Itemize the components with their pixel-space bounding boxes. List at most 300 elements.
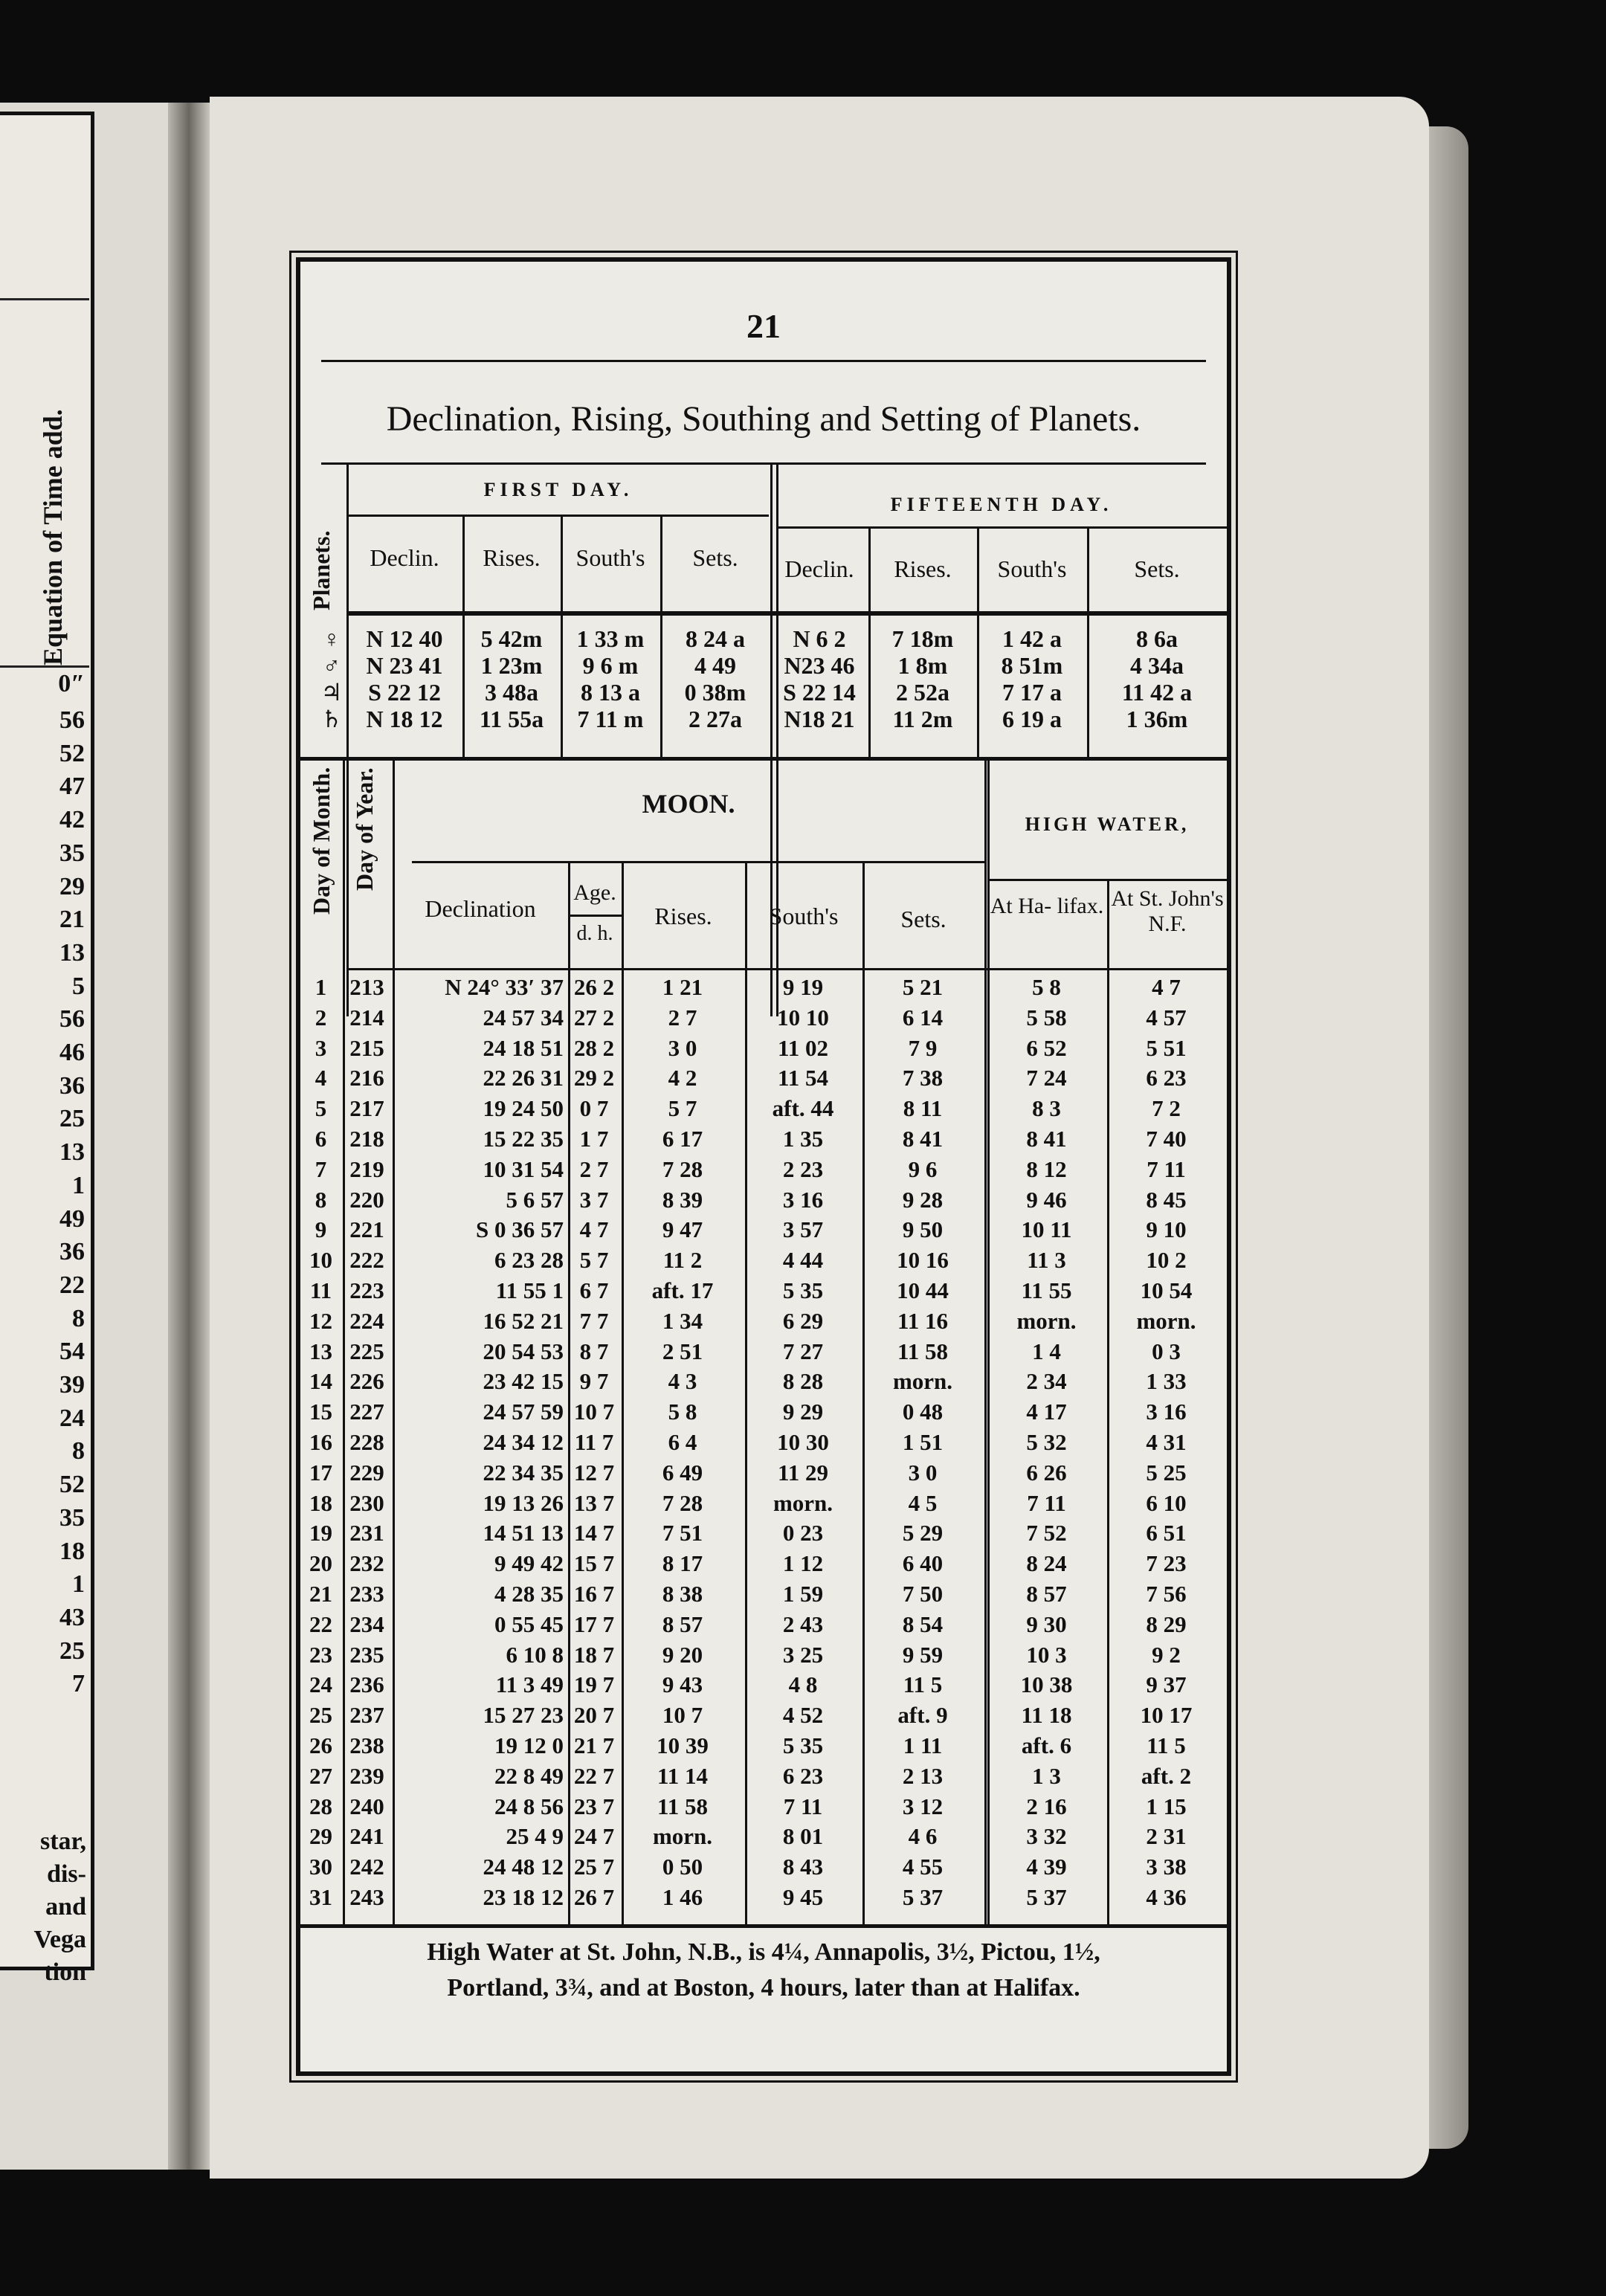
planet-cell: 7 18m: [891, 625, 954, 652]
moon-cell: aft. 9: [897, 1702, 948, 1729]
moon-cell: 216: [349, 1065, 384, 1091]
left-trailing-line: tion: [44, 1958, 86, 1986]
moon-cell: 1 12: [782, 1550, 824, 1577]
moon-cell: 15 7: [573, 1550, 615, 1577]
moon-cell: 5 37: [1026, 1884, 1067, 1910]
moon-cell: 5 37: [902, 1884, 944, 1910]
left-value: 8: [72, 1437, 85, 1465]
moon-row: [300, 1367, 1227, 1397]
moon-cell: 19 12 0: [494, 1732, 564, 1758]
moon-cell: 8 54: [902, 1610, 944, 1637]
moon-cell: 9 2: [1152, 1641, 1181, 1668]
halifax-header: At Ha- lifax.: [990, 894, 1104, 918]
moon-header-moon-rises-header: Rises.: [654, 903, 712, 929]
moon-cell: 2 23: [782, 1155, 824, 1182]
moon-row: [300, 1094, 1227, 1124]
moon-cell: 6 7: [579, 1277, 609, 1303]
left-rule: [0, 298, 89, 300]
moon-row: [300, 1428, 1227, 1458]
moon-cell: 26 7: [573, 1884, 615, 1910]
planet-col-header: Rises.: [894, 555, 952, 582]
moon-cell: 8 41: [902, 1126, 944, 1152]
moon-cell: 3 25: [782, 1641, 824, 1668]
moon-cell: 1 51: [902, 1429, 944, 1455]
moon-cell: 19: [309, 1520, 332, 1547]
planet-cell: 5 42m: [480, 625, 543, 652]
moon-cell: 16 52 21: [483, 1307, 564, 1334]
moon-cell: S 0 36 57: [476, 1216, 564, 1243]
moon-cell: 5 8: [1032, 974, 1061, 1000]
rule: [776, 526, 1227, 529]
moon-cell: 22 34 35: [483, 1459, 564, 1486]
moon-cell: 15: [309, 1399, 332, 1425]
moon-cell: 6 23 28: [494, 1247, 564, 1274]
moon-cell: 23: [309, 1641, 332, 1668]
moon-cell: 7 23: [1146, 1550, 1187, 1577]
moon-cell: 7 2: [1152, 1095, 1181, 1122]
moon-cell: 27 2: [573, 1004, 615, 1031]
almanac-table-frame: [296, 257, 1231, 2076]
moon-cell: 3 0: [668, 1034, 697, 1061]
moon-cell: 9: [315, 1216, 327, 1243]
moon-row: [300, 1489, 1227, 1519]
moon-cell: 7 52: [1026, 1520, 1067, 1547]
moon-cell: 4 17: [1026, 1399, 1067, 1425]
moon-cell: 6: [315, 1126, 327, 1152]
moon-cell: 6 17: [662, 1126, 703, 1152]
moon-row: [300, 1458, 1227, 1489]
moon-cell: 11 55 1: [495, 1277, 564, 1303]
moon-cell: 6 10: [1146, 1489, 1187, 1516]
moon-cell: 2 7: [579, 1155, 609, 1182]
moon-cell: 2: [315, 1004, 327, 1031]
moon-cell: 11 55: [1021, 1277, 1072, 1303]
moon-row: [300, 1306, 1227, 1337]
moon-row: [300, 1155, 1227, 1185]
left-value: 25: [59, 1636, 85, 1665]
moon-cell: 12: [309, 1307, 332, 1334]
moon-cell: 3 0: [908, 1459, 938, 1486]
moon-cell: 10 44: [897, 1277, 949, 1303]
planet-row-venus: [300, 626, 1227, 652]
moon-cell: 11 3 49: [495, 1671, 564, 1698]
moon-cell: morn.: [1016, 1307, 1077, 1334]
moon-cell: 219: [349, 1155, 384, 1182]
moon-cell: 242: [349, 1854, 384, 1880]
left-value: 46: [59, 1039, 85, 1066]
footer-line-2: Portland, 3¾, and at Boston, 4 hours, later than at Halifax.: [447, 1974, 1080, 2002]
planet-cell: 8 6a: [1136, 625, 1178, 652]
left-header-label: Equation of Time add.: [38, 409, 68, 665]
book-gutter: [168, 103, 210, 2170]
planet-col-header: South's: [997, 555, 1067, 582]
moon-cell: 0 7: [579, 1095, 609, 1122]
moon-cell: 26: [309, 1732, 332, 1758]
planet-cell: 9 6 m: [582, 652, 639, 679]
moon-row: [300, 973, 1227, 1003]
moon-cell: 234: [349, 1610, 384, 1637]
left-value: 5: [72, 972, 85, 1000]
moon-cell: 3 16: [782, 1186, 824, 1213]
moon-cell: 3 57: [782, 1216, 824, 1243]
moon-cell: 7 38: [902, 1065, 944, 1091]
moon-cell: 0 3: [1152, 1338, 1181, 1364]
moon-row: [300, 1337, 1227, 1367]
moon-cell: 6 26: [1026, 1459, 1067, 1486]
left-value: 43: [59, 1603, 85, 1631]
moon-cell: 11 29: [777, 1459, 829, 1486]
moon-cell: 24 7: [573, 1823, 615, 1850]
moon-cell: 8 43: [782, 1854, 824, 1880]
planet-symbol-mars: ♂: [323, 652, 341, 679]
moon-row: [300, 1700, 1227, 1731]
moon-cell: 214: [349, 1004, 384, 1031]
moon-cell: 11 58: [897, 1338, 949, 1364]
moon-cell: 8 01: [782, 1823, 824, 1850]
footer-line-1: High Water at St. John, N.B., is 4¼, Annapolis, 3½, Pictou, 1½,: [427, 1938, 1100, 1966]
rule: [321, 462, 1206, 465]
moon-cell: 2 51: [662, 1338, 703, 1364]
planet-cell: 11 2m: [892, 706, 953, 732]
moon-cell: 11 7: [574, 1429, 614, 1455]
moon-cell: 1 21: [662, 974, 703, 1000]
moon-cell: 239: [349, 1762, 384, 1789]
moon-header-moon-souths-header: South's: [769, 903, 839, 929]
page-title: Declination, Rising, Southing and Setting of Planets.: [386, 399, 1141, 439]
moon-row: [300, 1822, 1227, 1852]
moon-cell: 18: [309, 1489, 332, 1516]
moon-cell: 28: [309, 1793, 332, 1819]
moon-cell: 228: [349, 1429, 384, 1455]
left-value: 35: [59, 839, 85, 867]
moon-cell: 6 23: [1146, 1065, 1187, 1091]
moon-cell: 19 13 26: [483, 1489, 564, 1516]
moon-cell: 227: [349, 1399, 384, 1425]
moon-cell: 1 15: [1146, 1793, 1187, 1819]
planet-cell: 8 51m: [1001, 652, 1063, 679]
moon-cell: 11 02: [777, 1034, 829, 1061]
moon-cell: 229: [349, 1459, 384, 1486]
moon-cell: 8 29: [1146, 1610, 1187, 1637]
moon-cell: 4 55: [902, 1854, 944, 1880]
moon-cell: 8 11: [903, 1095, 943, 1122]
moon-cell: 14 51 13: [483, 1520, 564, 1547]
moon-cell: 25 4 9: [506, 1823, 564, 1850]
moon-cell: 225: [349, 1338, 384, 1364]
moon-cell: 2 31: [1146, 1823, 1187, 1850]
moon-cell: 9 49 42: [494, 1550, 564, 1577]
moon-cell: 19 7: [573, 1671, 615, 1698]
left-value: 47: [59, 773, 85, 801]
moon-row: [300, 1245, 1227, 1276]
moon-cell: 8 17: [662, 1550, 703, 1577]
left-value: 7: [72, 1670, 85, 1698]
moon-cell: 17: [309, 1459, 332, 1486]
planet-symbol-saturn: ♄: [320, 706, 343, 732]
planet-cell: N 18 12: [366, 706, 443, 732]
moon-row: [300, 1640, 1227, 1671]
moon-cell: 26 2: [573, 974, 615, 1000]
moon-cell: 5: [315, 1095, 327, 1122]
moon-cell: 7 27: [782, 1338, 824, 1364]
moon-cell: 13 7: [573, 1489, 615, 1516]
moon-cell: 5 51: [1146, 1034, 1187, 1061]
page-number: 21: [746, 307, 781, 345]
planet-cell: 4 34a: [1130, 652, 1184, 679]
moon-cell: 217: [349, 1095, 384, 1122]
left-value: 29: [59, 872, 85, 900]
stjohns-header: At St. John's N.F.: [1111, 886, 1224, 936]
moon-cell: 8 38: [662, 1581, 703, 1607]
moon-cell: 8 57: [1026, 1581, 1067, 1607]
moon-cell: 2 7: [668, 1004, 697, 1031]
rule: [346, 613, 1227, 616]
high-water-label: HIGH WATER,: [1025, 813, 1190, 835]
left-trailing-line: star,: [39, 1828, 86, 1855]
moon-row: [300, 1215, 1227, 1245]
moon-cell: 21 7: [573, 1732, 615, 1758]
moon-cell: 23 42 15: [483, 1368, 564, 1395]
moon-cell: 9 29: [782, 1399, 824, 1425]
moon-cell: 236: [349, 1671, 384, 1698]
planet-cell: 7 11 m: [577, 706, 644, 732]
planet-col-header: Rises.: [483, 544, 541, 571]
moon-cell: 10 38: [1020, 1671, 1073, 1698]
moon-cell: 1: [315, 974, 327, 1000]
moon-cell: 4 36: [1146, 1884, 1187, 1910]
rule: [346, 968, 1227, 970]
left-value: 24: [59, 1404, 85, 1432]
moon-cell: 4 7: [579, 1216, 609, 1243]
left-value: 25: [59, 1105, 85, 1133]
moon-cell: 220: [349, 1186, 384, 1213]
moon-cell: 221: [349, 1216, 384, 1243]
planet-cell: N 12 40: [366, 625, 443, 652]
planet-cell: 3 48a: [485, 679, 538, 706]
planet-cell: N23 46: [784, 652, 855, 679]
moon-cell: 6 14: [902, 1004, 944, 1031]
rule: [346, 515, 769, 517]
moon-cell: 6 4: [668, 1429, 697, 1455]
moon-cell: 11 16: [897, 1307, 949, 1334]
left-value: 39: [59, 1371, 85, 1399]
moon-cell: 4 39: [1026, 1854, 1067, 1880]
moon-cell: 9 28: [902, 1186, 944, 1213]
moon-cell: 4 5: [908, 1489, 938, 1516]
moon-cell: 3 38: [1146, 1854, 1187, 1880]
moon-cell: 2 43: [782, 1610, 824, 1637]
day-of-month-label: Day of Month.: [308, 767, 335, 915]
moon-cell: 25 7: [573, 1854, 615, 1880]
moon-cell: 22 7: [573, 1762, 615, 1789]
moon-cell: 21: [309, 1581, 332, 1607]
moon-cell: 5 32: [1026, 1429, 1067, 1455]
moon-cell: 9 20: [662, 1641, 703, 1668]
moon-cell: 11: [309, 1277, 332, 1303]
moon-cell: 6 52: [1026, 1034, 1067, 1061]
moon-cell: 9 19: [782, 974, 824, 1000]
planet-col-header: Declin.: [784, 555, 854, 582]
moon-row: [300, 1397, 1227, 1428]
left-rule: [0, 665, 89, 668]
moon-age-unit-header: d. h.: [576, 922, 613, 945]
left-value: 56: [59, 706, 85, 734]
moon-cell: 7 24: [1026, 1065, 1067, 1091]
moon-cell: 24 18 51: [483, 1034, 564, 1061]
moon-cell: aft. 6: [1021, 1732, 1072, 1758]
moon-row: [300, 1883, 1227, 1913]
moon-cell: 15 27 23: [483, 1702, 564, 1729]
moon-cell: 6 10 8: [506, 1641, 564, 1668]
planet-row-saturn: [300, 706, 1227, 732]
moon-cell: 1 7: [579, 1126, 609, 1152]
moon-cell: 4: [315, 1065, 327, 1091]
moon-cell: 8 12: [1026, 1155, 1067, 1182]
moon-cell: 10: [309, 1247, 332, 1274]
moon-cell: 28 2: [573, 1034, 615, 1061]
planet-cell: N18 21: [784, 706, 855, 732]
moon-row: [300, 1518, 1227, 1549]
moon-cell: 8 3: [1032, 1095, 1061, 1122]
left-value: 21: [59, 906, 85, 934]
moon-cell: 237: [349, 1702, 384, 1729]
moon-cell: 10 7: [662, 1702, 703, 1729]
moon-row: [300, 1761, 1227, 1792]
moon-cell: 11 54: [777, 1065, 829, 1091]
moon-cell: 231: [349, 1520, 384, 1547]
moon-cell: 7 50: [902, 1581, 944, 1607]
moon-cell: 14: [309, 1368, 332, 1395]
moon-cell: 5 58: [1026, 1004, 1067, 1031]
moon-row: [300, 1731, 1227, 1761]
left-trailing-line: Vega: [33, 1926, 86, 1953]
moon-row: [300, 1124, 1227, 1155]
moon-cell: 10 10: [777, 1004, 829, 1031]
planet-symbol-venus: ♀: [323, 625, 341, 652]
moon-cell: 2 16: [1026, 1793, 1067, 1819]
moon-cell: 7 7: [579, 1307, 609, 1334]
moon-cell: 10 54: [1140, 1277, 1193, 1303]
vline: [770, 462, 773, 1016]
moon-cell: 3 12: [902, 1793, 944, 1819]
moon-cell: 11 18: [1021, 1702, 1072, 1729]
moon-cell: 10 7: [573, 1399, 615, 1425]
rule: [412, 861, 984, 863]
moon-cell: 20 54 53: [483, 1338, 564, 1364]
moon-cell: 1 46: [662, 1884, 703, 1910]
left-value: 52: [59, 1471, 85, 1499]
moon-cell: 7: [315, 1155, 327, 1182]
moon-cell: 9 30: [1026, 1610, 1067, 1637]
rule: [321, 360, 1206, 362]
planet-cell: 2 27a: [688, 706, 742, 732]
left-value: 42: [59, 806, 85, 834]
moon-cell: 11 2: [662, 1247, 703, 1274]
planet-cell: 1 23m: [480, 652, 543, 679]
moon-cell: 230: [349, 1489, 384, 1516]
moon-cell: 10 2: [1146, 1247, 1187, 1274]
moon-cell: 9 6: [908, 1155, 938, 1182]
moon-cell: 29 2: [573, 1065, 615, 1091]
moon-cell: 3: [315, 1034, 327, 1061]
moon-cell: 4 57: [1146, 1004, 1187, 1031]
moon-cell: 7 28: [662, 1489, 703, 1516]
moon-cell: 6 51: [1146, 1520, 1187, 1547]
left-value: 22: [59, 1271, 85, 1299]
moon-cell: 11 58: [657, 1793, 709, 1819]
moon-cell: 9 50: [902, 1216, 944, 1243]
moon-cell: 2 13: [902, 1762, 944, 1789]
moon-cell: 14 7: [573, 1520, 615, 1547]
moon-row: [300, 1852, 1227, 1883]
moon-cell: 6 49: [662, 1459, 703, 1486]
moon-cell: 0 55 45: [494, 1610, 564, 1637]
planet-cell: S 22 12: [368, 679, 441, 706]
moon-cell: 4 28 35: [494, 1581, 564, 1607]
moon-cell: 10 17: [1140, 1702, 1193, 1729]
moon-cell: 5 7: [668, 1095, 697, 1122]
planet-cell: 1 36m: [1126, 706, 1188, 732]
moon-cell: 10 3: [1026, 1641, 1067, 1668]
moon-cell: 4 8: [788, 1671, 818, 1698]
moon-cell: 215: [349, 1034, 384, 1061]
moon-cell: 5 35: [782, 1277, 824, 1303]
moon-row: [300, 1579, 1227, 1610]
moon-cell: 20 7: [573, 1702, 615, 1729]
moon-cell: 8 39: [662, 1186, 703, 1213]
moon-cell: 8 45: [1146, 1186, 1187, 1213]
moon-cell: 5 21: [902, 974, 944, 1000]
moon-cell: 5 6 57: [506, 1186, 564, 1213]
moon-cell: 9 10: [1146, 1216, 1187, 1243]
rule: [300, 757, 1227, 761]
left-value: 52: [59, 739, 85, 767]
moon-cell: 5 29: [902, 1520, 944, 1547]
vline: [776, 462, 778, 1016]
moon-cell: 24 8 56: [494, 1793, 564, 1819]
planet-cell: 8 13 a: [581, 679, 640, 706]
moon-cell: 241: [349, 1823, 384, 1850]
moon-cell: 15 22 35: [483, 1126, 564, 1152]
left-value: 36: [59, 1238, 85, 1266]
moon-cell: 240: [349, 1793, 384, 1819]
moon-row: [300, 1670, 1227, 1700]
planet-col-header: Declin.: [370, 544, 439, 571]
left-trailing-line: dis-: [47, 1860, 86, 1888]
moon-cell: 19 24 50: [483, 1095, 564, 1122]
rule: [300, 1924, 1227, 1928]
moon-cell: 5 7: [579, 1247, 609, 1274]
left-value: 36: [59, 1071, 85, 1100]
moon-cell: 4 3: [668, 1368, 697, 1395]
planet-cell: 11 55a: [479, 706, 544, 732]
moon-cell: 1 11: [903, 1732, 943, 1758]
moon-cell: 9 46: [1026, 1186, 1067, 1213]
first-day-label: FIRST DAY.: [483, 479, 633, 500]
left-value: 1: [72, 1171, 85, 1199]
day-of-year-label: Day of Year.: [351, 767, 378, 891]
moon-cell: 11 5: [1147, 1732, 1186, 1758]
moon-row: [300, 1063, 1227, 1094]
moon-cell: 3 7: [579, 1186, 609, 1213]
moon-cell: 4 6: [908, 1823, 938, 1850]
moon-cell: 24: [309, 1671, 332, 1698]
moon-cell: 1 33: [1146, 1368, 1187, 1395]
moon-row: [300, 1610, 1227, 1640]
left-value: 1: [72, 1570, 85, 1599]
moon-cell: 27: [309, 1762, 332, 1789]
moon-cell: 8: [315, 1186, 327, 1213]
